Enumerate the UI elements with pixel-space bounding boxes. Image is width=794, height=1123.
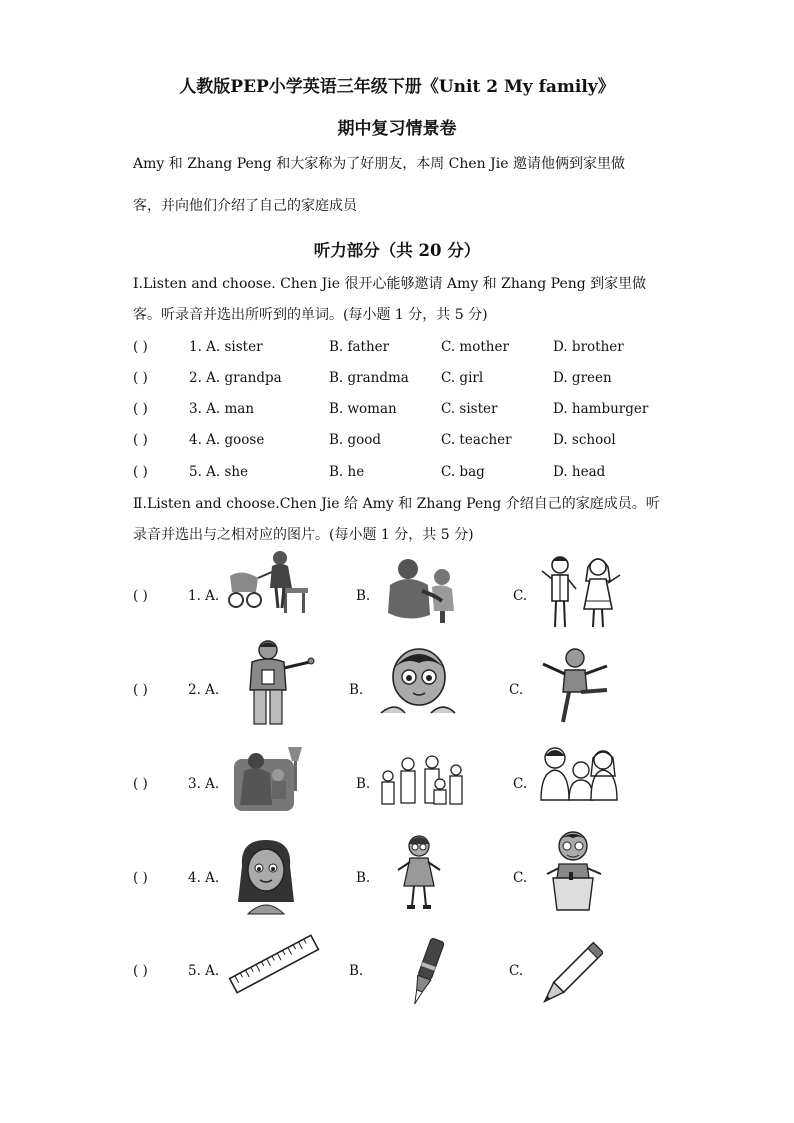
option-d: D. head — [553, 464, 606, 480]
page-title: 人教版PEP小学英语三年级下册《Unit 2 My family》 — [179, 77, 615, 97]
answer-blank[interactable]: ( ) — [133, 776, 148, 792]
option-b-label: B. — [356, 588, 371, 604]
girl-with-glasses-icon[interactable] — [394, 832, 444, 912]
option-b: B. father — [329, 339, 390, 355]
option-b: B. he — [329, 464, 365, 480]
woman-face-icon[interactable] — [236, 836, 296, 916]
option-b: B. good — [329, 432, 382, 448]
answer-blank[interactable]: ( ) — [133, 339, 148, 355]
teacher-man-icon[interactable] — [240, 638, 316, 728]
answer-blank[interactable]: ( ) — [133, 588, 148, 604]
option-a: 2. A. grandpa — [189, 370, 282, 386]
part2-line-1: Ⅱ.Listen and choose.Chen Jie 给 Amy 和 Zhang Peng 介绍自己的家庭成员。听 — [133, 496, 660, 512]
section-title: 听力部分（共 20 分） — [313, 241, 481, 260]
page-subtitle: 期中复习情景卷 — [337, 119, 457, 139]
option-c: C. teacher — [441, 432, 512, 448]
intro-line-1: Amy 和 Zhang Peng 和大家称为了好朋友，本周 Chen Jie 邀请他俩到家里做 — [133, 156, 625, 172]
part1-instructions — [133, 274, 663, 325]
option-a-label: 1. A. — [188, 588, 220, 604]
option-b: B. grandma — [329, 370, 409, 386]
intro-line-2: 客，并向他们介绍了自己的家庭成员 — [133, 198, 357, 214]
answer-blank[interactable]: ( ) — [133, 870, 148, 886]
option-c: C. mother — [441, 339, 509, 355]
girl-face-icon[interactable] — [375, 643, 461, 723]
part2-instructions — [133, 494, 663, 545]
part1-question-4 — [133, 432, 673, 452]
fountain-pen-icon[interactable] — [404, 936, 448, 1010]
option-a-label: 3. A. — [188, 776, 220, 792]
option-b: B. woman — [329, 401, 397, 417]
option-a-label: 4. A. — [188, 870, 220, 886]
option-d: D. brother — [553, 339, 624, 355]
option-b-label: B. — [356, 776, 371, 792]
option-a-label: 5. A. — [188, 963, 220, 979]
part1-question-1 — [133, 339, 673, 359]
option-c-label: C. — [509, 682, 524, 698]
intro-paragraph — [133, 154, 663, 216]
answer-blank[interactable]: ( ) — [133, 370, 148, 386]
answer-blank[interactable]: ( ) — [133, 682, 148, 698]
option-a: 5. A. she — [189, 464, 249, 480]
woman-with-baby-stroller-icon[interactable] — [222, 548, 317, 620]
man-and-woman-icon[interactable] — [538, 553, 624, 631]
option-c-label: C. — [513, 776, 528, 792]
answer-blank[interactable]: ( ) — [133, 963, 148, 979]
big-family-icon[interactable] — [378, 750, 470, 810]
part1-question-3 — [133, 401, 673, 421]
option-b-label: B. — [356, 870, 371, 886]
option-c-label: C. — [509, 963, 524, 979]
option-b-label: B. — [349, 682, 364, 698]
option-c: C. girl — [441, 370, 484, 386]
option-d: D. green — [553, 370, 612, 386]
part1-question-5 — [133, 464, 673, 484]
part2-line-2: 录音并选出与之相对应的图片。(每小题 1 分，共 5 分) — [133, 527, 474, 543]
option-b-label: B. — [349, 963, 364, 979]
answer-blank[interactable]: ( ) — [133, 464, 148, 480]
father-hugging-child-icon[interactable] — [382, 555, 464, 625]
dancing-boy-icon[interactable] — [537, 646, 613, 726]
pencil-icon[interactable] — [537, 940, 603, 1012]
answer-blank[interactable]: ( ) — [133, 401, 148, 417]
option-d: D. school — [553, 432, 616, 448]
option-d: D. hamburger — [553, 401, 649, 417]
option-a-label: 2. A. — [188, 682, 220, 698]
option-a: 3. A. man — [189, 401, 255, 417]
option-c: C. sister — [441, 401, 498, 417]
family-of-three-icon[interactable] — [537, 742, 621, 802]
option-c-label: C. — [513, 588, 528, 604]
part1-line-2: 客。听录音并选出所听到的单词。(每小题 1 分，共 5 分) — [133, 307, 488, 323]
grandma-with-kids-icon[interactable] — [232, 745, 304, 813]
answer-blank[interactable]: ( ) — [133, 432, 148, 448]
ruler-icon[interactable] — [226, 932, 322, 996]
boy-speaker-at-podium-icon[interactable] — [543, 824, 605, 912]
part1-question-2 — [133, 370, 673, 390]
option-a: 4. A. goose — [189, 432, 265, 448]
option-a: 1. A. sister — [189, 339, 263, 355]
part1-line-1: Ⅰ.Listen and choose. Chen Jie 很开心能够邀请 Amy 和 Zhang Peng 到家里做 — [133, 276, 647, 292]
option-c-label: C. — [513, 870, 528, 886]
option-c: C. bag — [441, 464, 485, 480]
